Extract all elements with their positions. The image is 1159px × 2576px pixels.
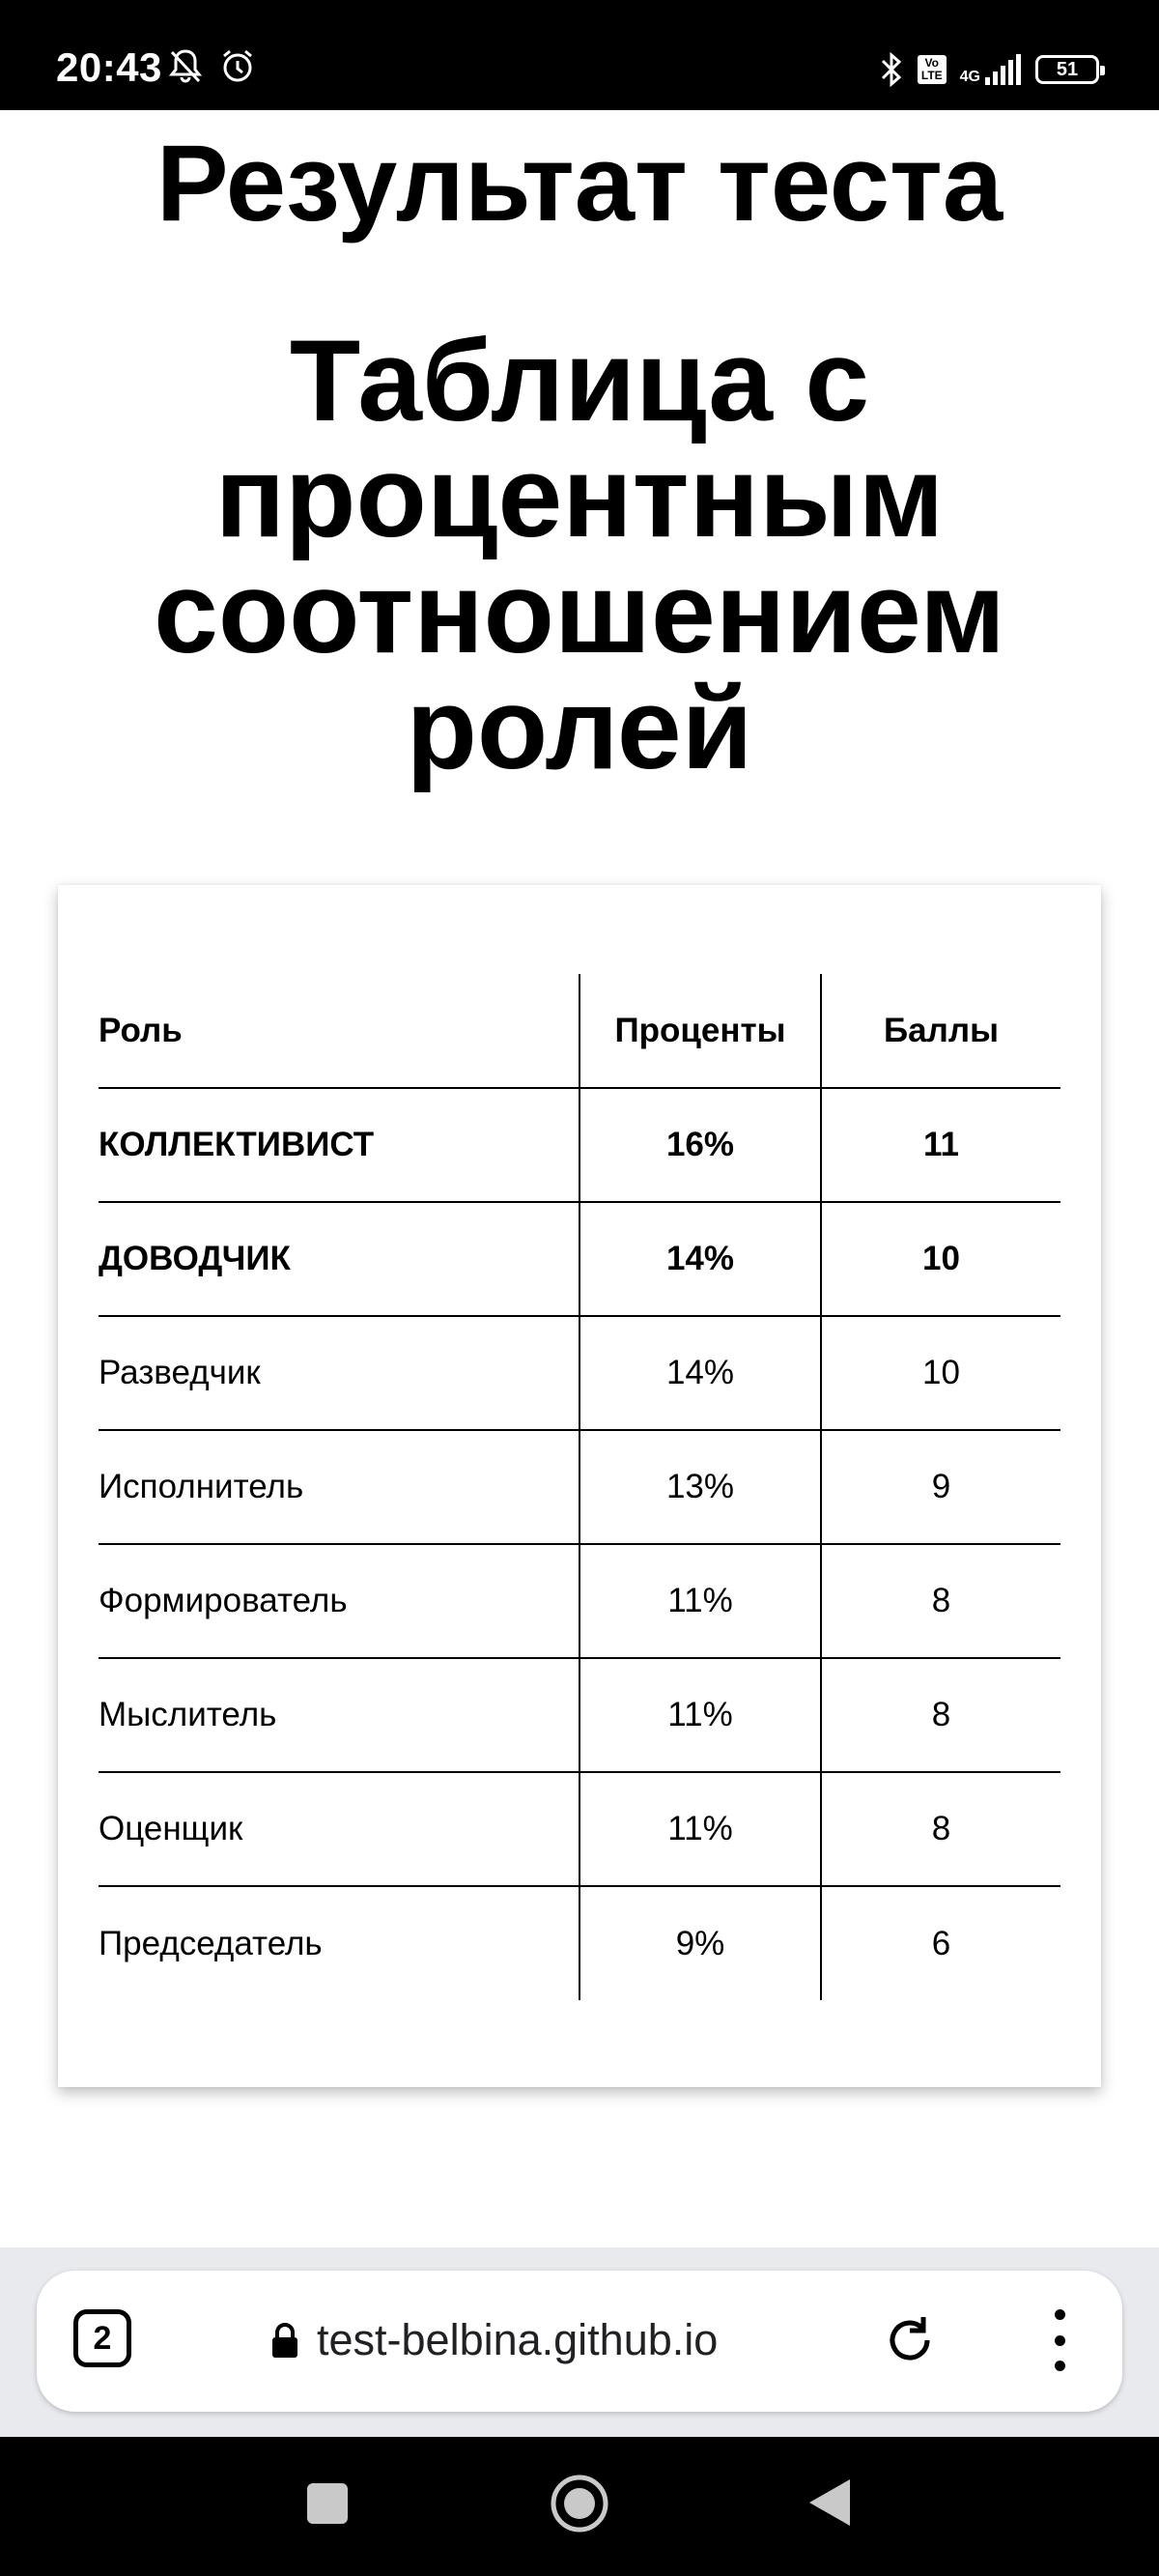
- table-row: [99, 1658, 1060, 1772]
- results-card: [58, 885, 1101, 2087]
- status-bar: [0, 0, 1159, 110]
- points-cell: 8: [821, 1658, 1060, 1772]
- header-role: Роль: [99, 1011, 183, 1049]
- percent-cell: 11%: [580, 1544, 821, 1658]
- recent-apps-icon[interactable]: [307, 2483, 348, 2524]
- table-row: [99, 1088, 1060, 1202]
- tab-count: 2: [93, 2319, 112, 2357]
- url-field[interactable]: [270, 2315, 718, 2365]
- roles-table: [99, 974, 1060, 2000]
- points-cell: 9: [821, 1430, 1060, 1544]
- percent-cell: 16%: [580, 1088, 821, 1202]
- status-time: 20:43: [56, 44, 162, 90]
- header-percent: Проценты: [580, 974, 821, 1088]
- url-text: test-belbina.github.io: [317, 2315, 719, 2364]
- table-title: Таблица с процентным соотношением ролей: [154, 316, 1005, 793]
- table-row: [99, 1544, 1060, 1658]
- battery-icon: [1035, 55, 1099, 84]
- role-cell: Оценщик: [99, 1772, 580, 1886]
- tab-switcher-button[interactable]: [73, 2309, 131, 2367]
- back-icon[interactable]: [807, 2477, 852, 2528]
- notifications-off-icon: [166, 46, 205, 85]
- home-icon[interactable]: [550, 2474, 609, 2533]
- percent-cell: 13%: [580, 1430, 821, 1544]
- page-title: Результат теста: [155, 123, 1004, 243]
- points-cell: 6: [821, 1886, 1060, 2000]
- role-cell: Председатель: [99, 1886, 580, 2000]
- points-cell: 11: [821, 1088, 1060, 1202]
- percent-cell: 11%: [580, 1772, 821, 1886]
- points-cell: 8: [821, 1544, 1060, 1658]
- lock-icon: [270, 2321, 299, 2360]
- table-row: [99, 1772, 1060, 1886]
- role-cell: Исполнитель: [99, 1430, 580, 1544]
- role-cell: Формирователь: [99, 1544, 580, 1658]
- bluetooth-icon: [879, 50, 904, 89]
- more-vert-icon[interactable]: [1045, 2309, 1074, 2371]
- volte-icon: Vo LTE: [918, 55, 947, 84]
- address-bar: [37, 2271, 1122, 2412]
- table-row: [99, 1886, 1060, 2000]
- points-cell: 10: [821, 1202, 1060, 1316]
- reload-icon[interactable]: [879, 2309, 941, 2371]
- network-type: 4G: [959, 69, 980, 85]
- points-cell: 8: [821, 1772, 1060, 1886]
- points-cell: 10: [821, 1316, 1060, 1430]
- role-cell: Мыслитель: [99, 1658, 580, 1772]
- role-cell: КОЛЛЕКТИВИСТ: [99, 1088, 580, 1202]
- percent-cell: 14%: [580, 1202, 821, 1316]
- table-row: [99, 1202, 1060, 1316]
- browser-toolbar: [0, 2247, 1159, 2437]
- role-cell: ДОВОДЧИК: [99, 1202, 580, 1316]
- percent-cell: 14%: [580, 1316, 821, 1430]
- header-points: Баллы: [821, 974, 1060, 1088]
- table-header-row: [99, 974, 1060, 1088]
- alarm-icon: [218, 46, 257, 85]
- role-cell: Разведчик: [99, 1316, 580, 1430]
- percent-cell: 9%: [580, 1886, 821, 2000]
- percent-cell: 11%: [580, 1658, 821, 1772]
- battery-level: 51: [1056, 58, 1079, 80]
- signal-icon: [983, 54, 1022, 85]
- table-row: [99, 1316, 1060, 1430]
- system-nav-bar: [0, 2437, 1159, 2576]
- table-row: [99, 1430, 1060, 1544]
